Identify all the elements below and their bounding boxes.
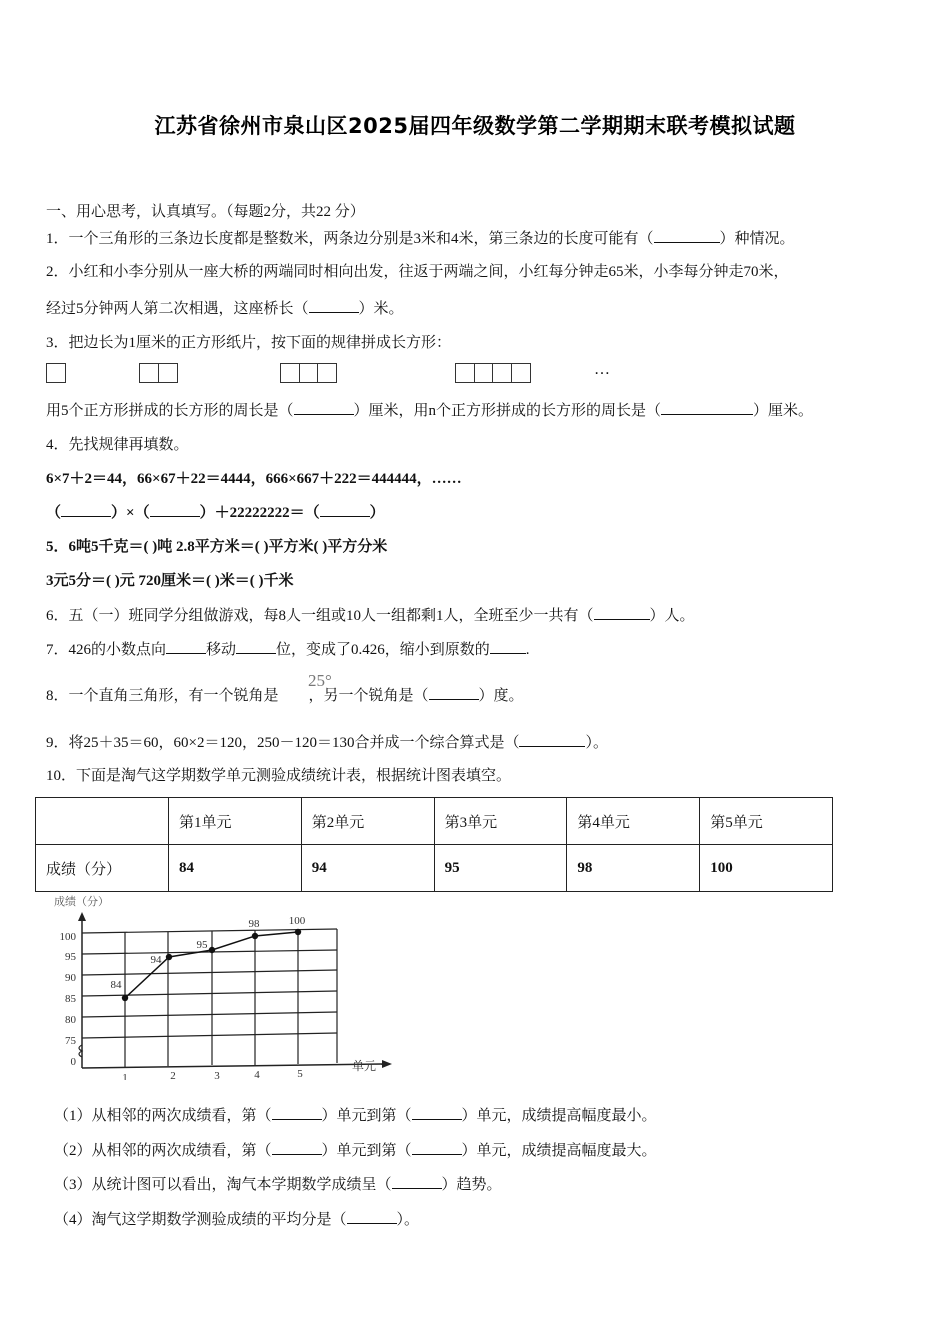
- square: [46, 363, 66, 383]
- x-axis: [82, 1064, 385, 1068]
- question-1: [46, 228, 795, 249]
- sq1-text-b: ）单元到第（: [321, 1108, 412, 1124]
- subquestion-3: [54, 1173, 502, 1194]
- question-7: [46, 639, 530, 660]
- sq2-text-a: （2）从相邻的两次成绩看，第（: [54, 1143, 272, 1159]
- q8-text: 8．一个直角三角形，有一个锐角是: [46, 688, 279, 704]
- svg-text:100: 100: [288, 915, 306, 927]
- q9-text-end: ）。: [585, 735, 608, 751]
- svg-text:1: 1: [122, 1072, 128, 1080]
- q9-text: 9．将25＋35＝60，60×2＝120，250－120＝130合并成一个综合算式是（: [46, 735, 520, 751]
- q3-text-c: ）厘米。: [753, 403, 814, 419]
- y-tick-labels: [60, 931, 77, 1068]
- q3-answer-blank-2[interactable]: [661, 400, 753, 415]
- sq2-answer-blank-1[interactable]: [272, 1140, 322, 1155]
- y-axis-arrow-icon: [78, 912, 86, 921]
- svg-text:80: 80: [65, 1014, 76, 1026]
- x-tick-labels: [122, 1068, 303, 1080]
- question-4-line1: 4．先找规律再填数。: [46, 437, 189, 453]
- table-header-cell: [36, 798, 169, 845]
- subquestion-1: [54, 1104, 657, 1125]
- svg-text:84: 84: [110, 979, 122, 991]
- table-header-cell: 第4单元: [567, 798, 700, 845]
- q6-text-end: ）人。: [649, 608, 695, 624]
- sq3-text-a: （3）从统计图可以看出，淘气本学期数学成绩呈（: [54, 1177, 392, 1193]
- svg-text:95: 95: [65, 951, 76, 963]
- q4-close: ）: [369, 505, 385, 521]
- question-3-line1: 3．把边长为1厘米的正方形纸片，按下面的规律拼成长方形：: [46, 335, 452, 351]
- question-10-intro: 10．下面是淘气这学期数学单元测验成绩统计表，根据统计图表填空。: [46, 768, 512, 784]
- table-header-cell: 第1单元: [169, 798, 302, 845]
- q2-text: 经过5分钟两人第二次相遇，这座桥长（: [46, 301, 309, 317]
- squares-2: [139, 363, 176, 383]
- svg-text:90: 90: [65, 972, 76, 984]
- table-row: [36, 845, 833, 892]
- square: [317, 363, 337, 383]
- angle-25-degrees: 25°: [308, 671, 332, 690]
- sq1-answer-blank-1[interactable]: [272, 1105, 322, 1120]
- q7-text-a: 7．426的小数点向: [46, 642, 167, 658]
- scores-table: [35, 797, 833, 892]
- sq4-text-a: （4）淘气这学期数学测验成绩的平均分是（: [54, 1212, 347, 1228]
- square: [492, 363, 512, 383]
- squares-4: [455, 363, 529, 383]
- q7-text-b: 移动: [206, 642, 237, 658]
- q4-answer-blank-3[interactable]: [320, 502, 370, 517]
- row-label: 成绩（分）: [36, 845, 169, 892]
- question-5-line1: 5．6吨5千克＝( )吨 2.8平方米＝( )平方米( )平方分米: [46, 539, 388, 555]
- question-4-line3: [46, 502, 385, 523]
- svg-text:95: 95: [196, 939, 208, 951]
- table-cell: 84: [169, 845, 302, 892]
- page-title: 江苏省徐州市泉山区2025届四年级数学第二学期期末联考模拟试题: [154, 114, 796, 138]
- square: [511, 363, 531, 383]
- squares-3: [280, 363, 336, 383]
- q3-text-a: 用5个正方形拼成的长方形的周长是（: [46, 403, 294, 419]
- sq3-answer-blank[interactable]: [392, 1174, 442, 1189]
- q1-text: 1．一个三角形的三条边长度都是整数米，两条边分别是3米和4米，第三条边的长度可能有（: [46, 231, 654, 247]
- svg-text:98: 98: [248, 918, 260, 930]
- q6-text: 6．五（一）班同学分组做游戏，每8人一组或10人一组都剩1人，全班至少一共有（: [46, 608, 594, 624]
- chart-ylabel: [54, 894, 109, 908]
- sq2-answer-blank-2[interactable]: [412, 1140, 462, 1155]
- sq1-text-a: （1）从相邻的两次成绩看，第（: [54, 1108, 272, 1124]
- q8-text-end: ）度。: [478, 688, 524, 704]
- svg-text:5: 5: [297, 1068, 303, 1080]
- table-header-cell: 第3单元: [434, 798, 567, 845]
- q4-answer-blank-2[interactable]: [150, 502, 200, 517]
- subquestion-4: [54, 1208, 419, 1229]
- svg-text:3: 3: [214, 1070, 220, 1080]
- q2-answer-blank[interactable]: [309, 298, 359, 313]
- svg-text:成绩（分）: 成绩（分）: [54, 896, 109, 908]
- svg-text:4: 4: [254, 1069, 260, 1080]
- chart-xlabel: 单元: [352, 1059, 377, 1073]
- q7-text-c: 位，变成了0.426，缩小到原数的: [276, 642, 490, 658]
- q8-text-mid: ，另一个锐角是（: [308, 688, 429, 704]
- table-header-row: [36, 798, 833, 845]
- q4-times: ）×（: [111, 505, 150, 521]
- question-5-line2: 3元5分＝( )元 720厘米＝( )米＝( )千米: [46, 573, 294, 589]
- q9-answer-blank[interactable]: [519, 732, 585, 747]
- q3-answer-blank-1[interactable]: [294, 400, 354, 415]
- svg-text:100: 100: [59, 931, 76, 943]
- question-3-line2: [46, 400, 813, 421]
- q1-answer-blank[interactable]: [654, 228, 720, 243]
- q7-answer-blank-3[interactable]: [490, 639, 526, 654]
- square: [139, 363, 159, 383]
- question-8: [46, 685, 524, 706]
- question-2-line1: 2．小红和小李分别从一座大桥的两端同时相向出发，往返于两端之间，小红每分钟走65米，小李每分钟走70米，: [46, 264, 789, 280]
- sq3-text-b: ）趋势。: [441, 1177, 502, 1193]
- sq2-text-b: ）单元到第（: [321, 1143, 412, 1159]
- q2-text-end: ）米。: [358, 301, 404, 317]
- svg-text:0: 0: [70, 1056, 76, 1068]
- question-4-pattern: 6×7＋2＝44，66×67＋22＝4444，666×667＋222＝444444，……: [46, 471, 462, 487]
- sq4-text-b: ）。: [396, 1212, 420, 1228]
- sq1-answer-blank-2[interactable]: [412, 1105, 462, 1120]
- square: [455, 363, 475, 383]
- score-line-chart: [40, 890, 400, 1080]
- square-pattern-figure: [46, 363, 646, 387]
- q8-answer-blank[interactable]: [429, 685, 479, 700]
- square: [158, 363, 178, 383]
- question-9: [46, 732, 608, 753]
- sq2-text-c: ）单元，成绩提高幅度最大。: [461, 1143, 657, 1159]
- table-cell: 98: [567, 845, 700, 892]
- svg-text:94: 94: [150, 954, 162, 966]
- square: [299, 363, 319, 383]
- q4-answer-blank-1[interactable]: [61, 502, 111, 517]
- subquestion-2: [54, 1139, 657, 1160]
- q4-plus: ）＋22222222＝（: [199, 505, 320, 521]
- table-cell: 95: [434, 845, 567, 892]
- q7-answer-blank-2[interactable]: [236, 639, 276, 654]
- question-2-line2: [46, 298, 404, 319]
- table-header-cell: 第2单元: [301, 798, 434, 845]
- table-header-cell: 第5单元: [700, 798, 833, 845]
- q3-text-b: ）厘米，用n个正方形拼成的长方形的周长是（: [353, 403, 662, 419]
- table-cell: 100: [700, 845, 833, 892]
- svg-text:75: 75: [65, 1035, 76, 1047]
- square: [474, 363, 494, 383]
- q4-paren: （: [46, 505, 62, 521]
- svg-text:85: 85: [65, 993, 76, 1005]
- q6-answer-blank[interactable]: [594, 605, 650, 620]
- x-axis-arrow-icon: [382, 1060, 392, 1068]
- sq1-text-c: ）单元，成绩提高幅度最小。: [461, 1108, 657, 1124]
- square: [280, 363, 300, 383]
- section-heading: 一、用心思考，认真填写。（每题2分，共22 分）: [46, 204, 365, 220]
- sq4-answer-blank[interactable]: [347, 1209, 397, 1224]
- ellipsis: …: [594, 361, 611, 378]
- squares-1: [46, 363, 65, 383]
- q1-text-end: ）种情况。: [719, 231, 795, 247]
- question-6: [46, 605, 695, 626]
- q7-text-d: .: [525, 642, 530, 658]
- svg-text:2: 2: [170, 1070, 176, 1080]
- table-cell: 94: [301, 845, 434, 892]
- q7-answer-blank-1[interactable]: [166, 639, 206, 654]
